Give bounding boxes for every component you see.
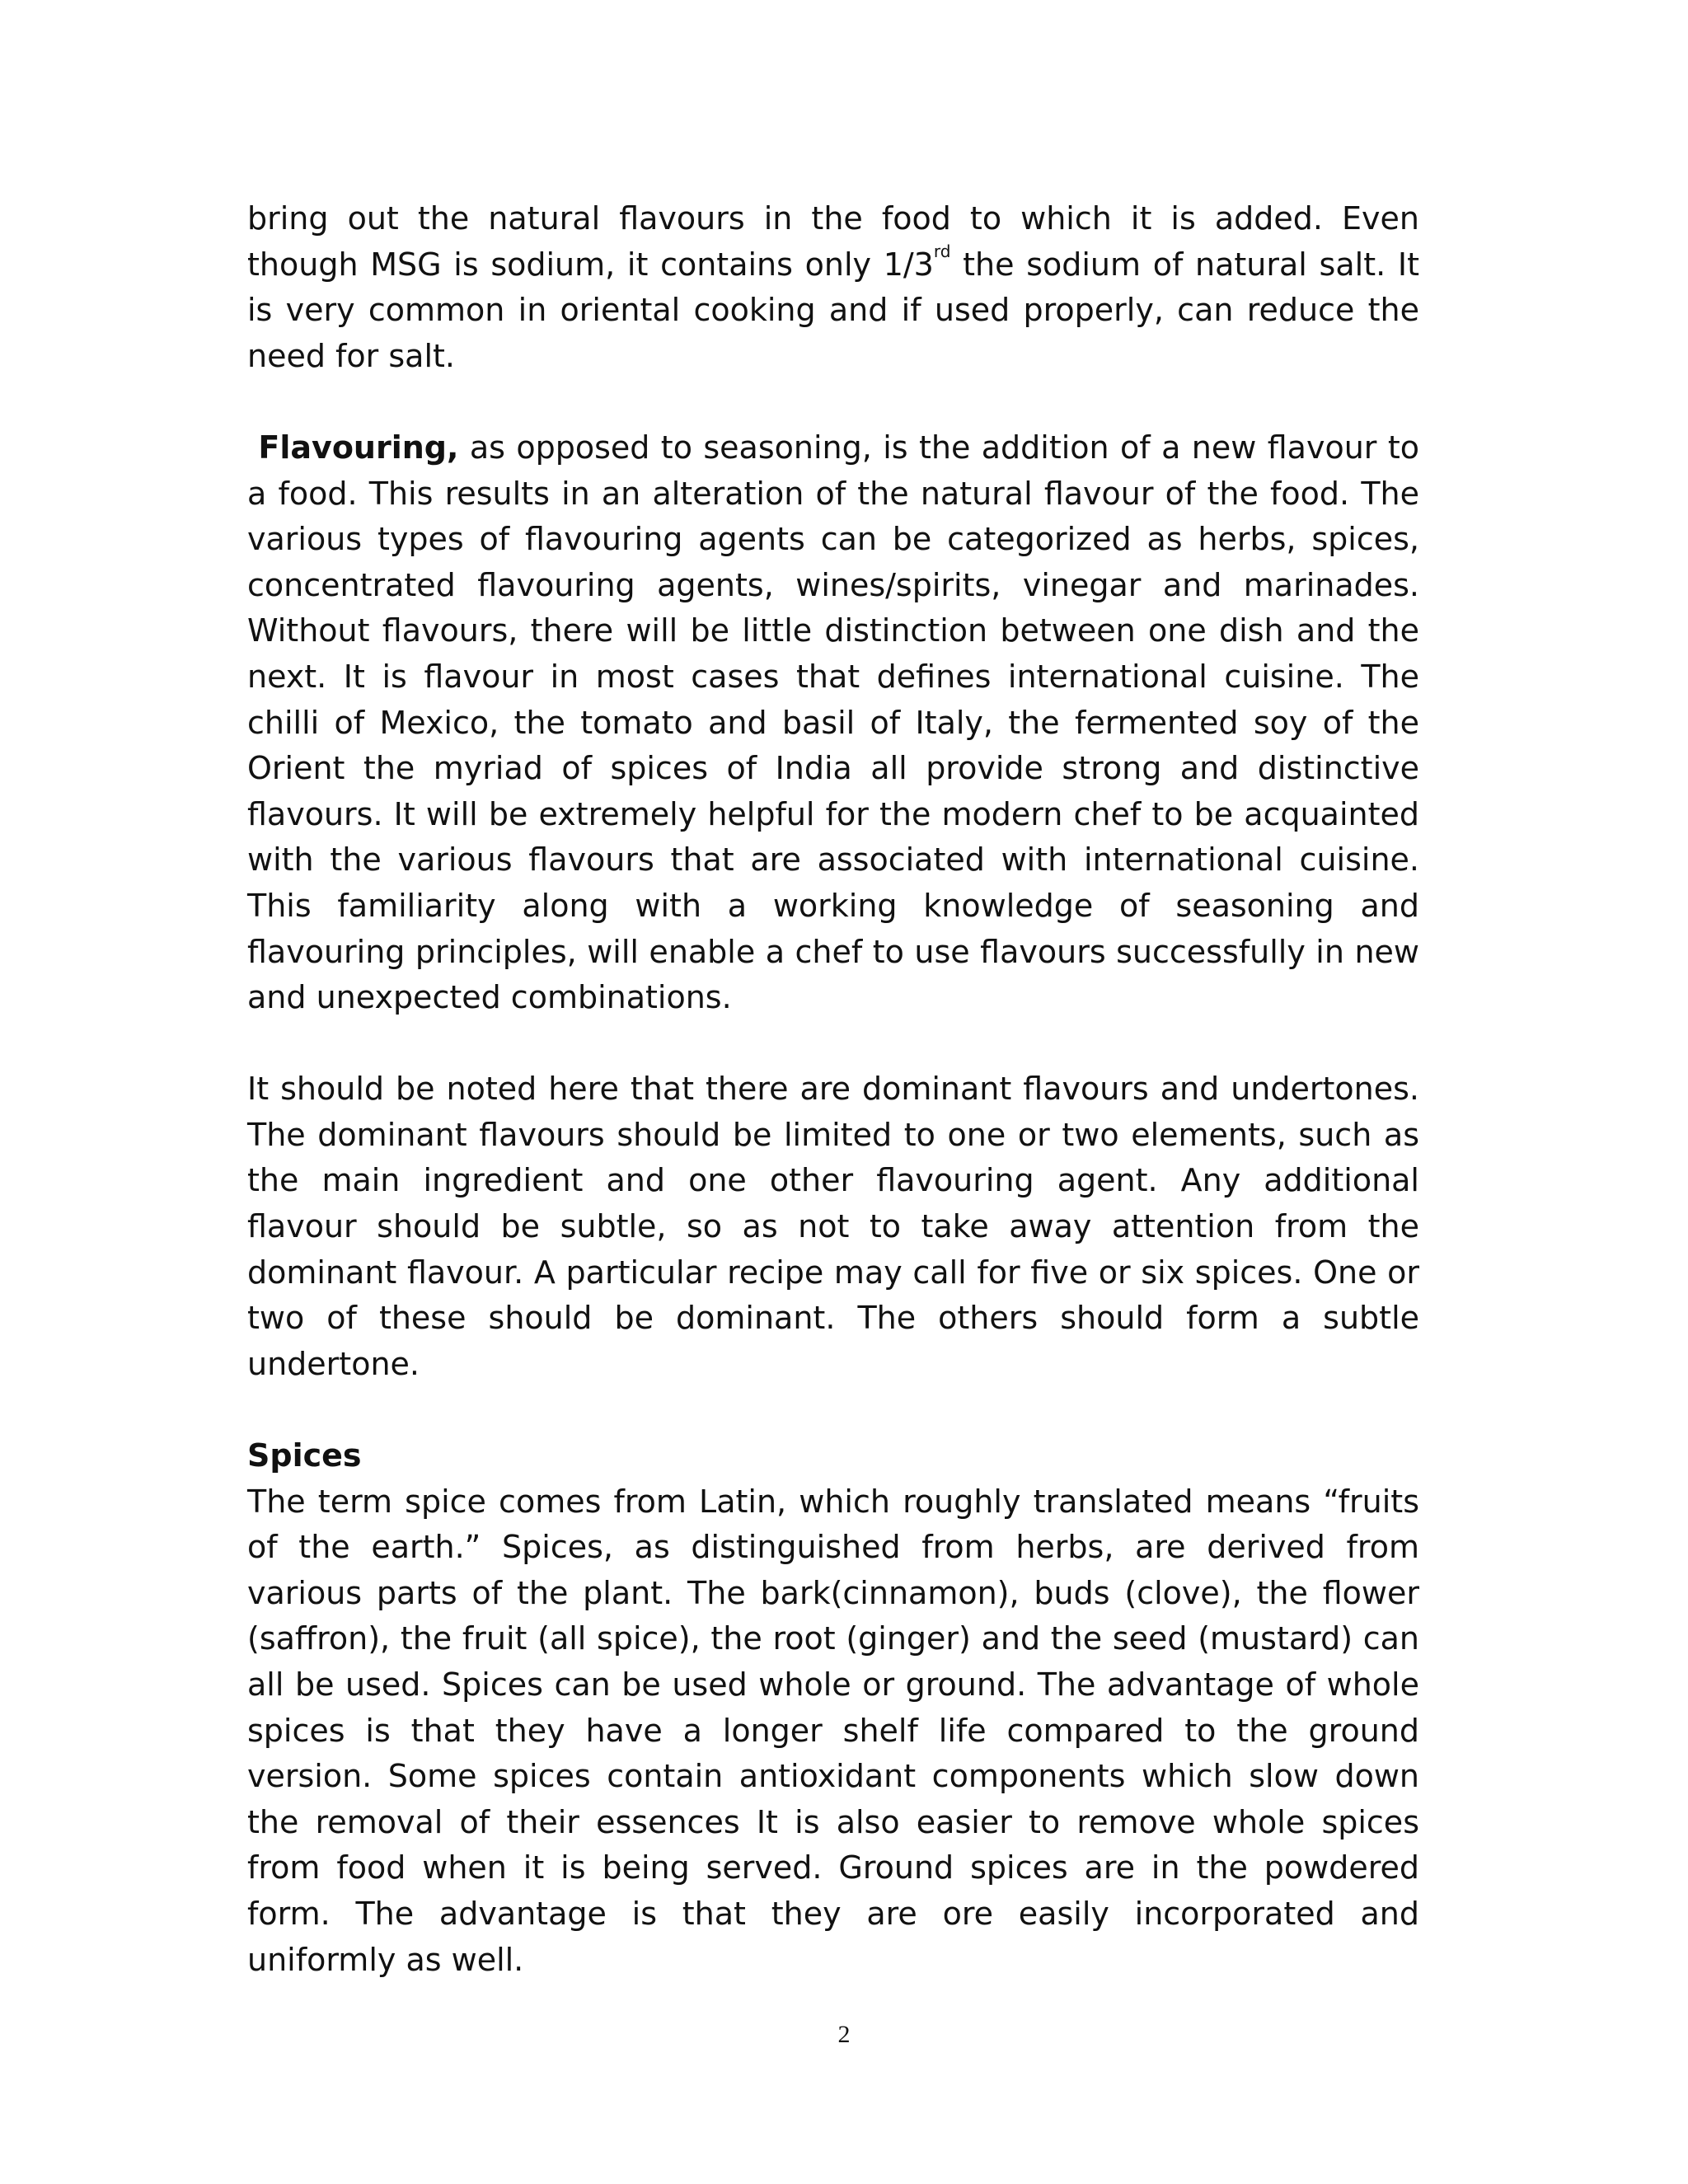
flavouring-term: Flavouring, <box>258 429 459 466</box>
paragraph-gap <box>247 1387 1419 1433</box>
paragraph-gap <box>247 1021 1419 1067</box>
paragraph-flavouring <box>247 425 1419 1021</box>
paragraph-msg-text-b: the sodium of natural salt. It is very common in oriental cooking and if used properly, can reduce the need for salt. <box>247 246 1419 374</box>
paragraph-gap <box>247 379 1419 425</box>
page-number: 2 <box>837 2021 851 2048</box>
paragraph-msg <box>247 196 1419 379</box>
flavouring-text: as opposed to seasoning, is the addition of a new flavour to a food. This results in an alteration of the natural flavour of the food. The various types of flavouring agents can be categorized as herbs, spices, concentrated flavouring agents, wines/spirits, vinegar and marinades. Without flavours, there will be little distinction between one dish and the next. It is flavour in most cases that defines international cuisine. The chilli of Mexico, the tomato and basil of Italy, the fermented soy of the Orient the myriad of spices of India all provide strong and distinctive flavours. It will be extremely helpful for the modern chef to be acquainted with the various flavours that are associated with international cuisine. This familiarity along with a working knowledge of seasoning and flavouring principles, will enable a chef to use flavours successfully in new and unexpected combinations. <box>247 429 1419 1016</box>
paragraph-dominant-flavours: It should be noted here that there are dominant flavours and undertones. The dominant flavours should be limited to one or two elements, such as the main ingredient and one other flavouring agent. Any additional flavour should be subtle, so as not to take away attention from the dominant flavour. A particular recipe may call for five or six spices. One or two of these should be dominant. The others should form a subtle undertone. <box>247 1071 1419 1382</box>
ordinal-superscript: rd <box>933 241 951 261</box>
paragraph-spices: The term spice comes from Latin, which roughly translated means “fruits of the earth.” Spices, as distinguished from herbs, are derived from various parts of the plant. The bark(cinnamon), buds (clove), the flower (saffron), the fruit (all spice), the root (ginger) and the seed (mustard) can all be used. Spices can be used whole or ground. The advantage of whole spices is that they have a longer shelf life compared to the ground version. Some spices contain antioxidant components which slow down the removal of their essences It is also easier to remove whole spices from food when it is being served. Ground spices are in the powdered form. The advantage is that they are ore easily incorporated and uniformly as well. <box>247 1483 1419 1978</box>
page-body <box>247 196 1419 1983</box>
section-heading-spices: Spices <box>247 1437 362 1474</box>
paragraph-msg-text-a: bring out the natural flavours in the food to which it is added. Even though MSG is sodium, it contains only 1/3 <box>247 200 1419 283</box>
